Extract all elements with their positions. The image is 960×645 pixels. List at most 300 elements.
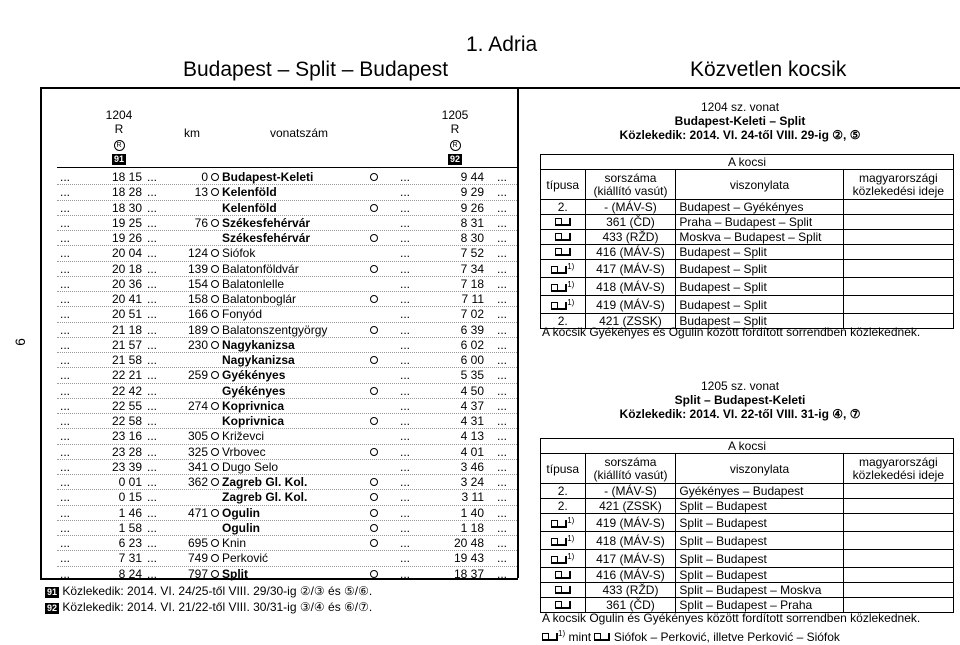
left-dots: ... bbox=[60, 246, 71, 260]
stop-marker-icon bbox=[211, 448, 219, 456]
car-type: 1) bbox=[541, 260, 586, 278]
dots: ... bbox=[497, 368, 508, 382]
dots: ... bbox=[400, 551, 411, 565]
left-dots: ... bbox=[60, 216, 71, 230]
row-separator bbox=[57, 459, 517, 460]
dots: ... bbox=[147, 323, 158, 337]
station-name: Zagreb Gl. Kol. bbox=[222, 490, 308, 504]
dots: ... bbox=[497, 536, 508, 550]
dep-time-1204: 22 55 bbox=[111, 399, 142, 413]
car-row bbox=[541, 499, 954, 514]
left-dots: ... bbox=[60, 231, 71, 245]
dep-time-1204: 19 26 bbox=[111, 231, 142, 245]
dep-time-1205: 4 31 bbox=[460, 414, 484, 428]
dots: ... bbox=[497, 460, 508, 474]
dots: ... bbox=[147, 445, 158, 459]
dots: ... bbox=[400, 490, 411, 504]
couchette-icon bbox=[551, 520, 567, 528]
dots: ... bbox=[497, 323, 508, 337]
row-separator bbox=[57, 322, 517, 323]
row-separator bbox=[57, 367, 517, 368]
car-route: Budapest – Gyékényes bbox=[676, 200, 843, 215]
dots: ... bbox=[400, 506, 411, 520]
stop-marker-icon bbox=[211, 249, 219, 257]
car-hungarian-time bbox=[843, 484, 953, 499]
car-type bbox=[541, 230, 586, 245]
dep-time-1205: 9 26 bbox=[460, 201, 484, 215]
stop-marker-icon bbox=[211, 310, 219, 318]
station-name: Balatonboglár bbox=[222, 292, 297, 306]
row-separator bbox=[57, 428, 517, 429]
dep-time-1205: 9 29 bbox=[460, 185, 484, 199]
dep-time-1205: 4 01 bbox=[460, 445, 484, 459]
station-name: Budapest-Keleti bbox=[222, 170, 314, 184]
dots: ... bbox=[147, 475, 158, 489]
left-dots: ... bbox=[60, 323, 71, 337]
car-hungarian-time bbox=[843, 278, 953, 296]
dots: ... bbox=[497, 307, 508, 321]
footnote-badge-92: 92 bbox=[449, 154, 460, 164]
car-type: 1) bbox=[541, 532, 586, 550]
car-route: Split – Budapest bbox=[676, 568, 843, 583]
car-route: Budapest – Split bbox=[676, 260, 843, 278]
car-type bbox=[541, 245, 586, 260]
dots: ... bbox=[147, 567, 158, 581]
cars-table-1204: A kocsi típusa sorszáma (kiállító vasút) viszonylata magyarországi közlekedési ideje 2. - (MÁV-S) Budapest – Gyékényes 361 (ČD) Praha – Budapest – Split 433 (RŽD) Moskva – Budapest – Split 416 (MÁV-S) Budapest – Split $^{1)}$ 417 (MÁV-S) Budapest – Split $^{1)}$ 418 (MÁV-S) Budapest – Split $^{1)}$ 419 (MÁV-S) Budapest – Split 2. 421 (ZSSK) Budapest – Split bbox=[540, 154, 954, 329]
km-value: 166 bbox=[187, 307, 208, 321]
timetable-left-border bbox=[40, 88, 42, 578]
station-name: Dugo Selo bbox=[222, 460, 279, 474]
dep-time-1205: 9 44 bbox=[460, 170, 484, 184]
dep-time-1205: 4 37 bbox=[460, 399, 484, 413]
left-dots: ... bbox=[60, 384, 71, 398]
dots: ... bbox=[147, 460, 158, 474]
car-row bbox=[541, 230, 954, 245]
dots: ... bbox=[147, 490, 158, 504]
car-hungarian-time bbox=[843, 215, 953, 230]
dots: ... bbox=[147, 170, 158, 184]
car-number: 419 (MÁV-S) bbox=[585, 514, 676, 532]
reservation-icon: R bbox=[450, 140, 461, 151]
stop-marker-icon bbox=[370, 539, 378, 547]
car-route: Split – Budapest bbox=[676, 499, 843, 514]
stop-marker-icon bbox=[370, 524, 378, 532]
car-number: 418 (MÁV-S) bbox=[585, 532, 676, 550]
row-separator bbox=[57, 398, 517, 399]
dots: ... bbox=[497, 521, 508, 535]
dots: ... bbox=[497, 231, 508, 245]
dots: ... bbox=[497, 262, 508, 276]
row-separator bbox=[57, 245, 517, 246]
dots: ... bbox=[400, 185, 411, 199]
dots: ... bbox=[400, 445, 411, 459]
station-name: Gyékényes bbox=[222, 384, 286, 398]
couchette-icon bbox=[551, 284, 567, 292]
train-number-header: vonatszám bbox=[270, 126, 329, 140]
route-title: Budapest – Split – Budapest bbox=[183, 58, 449, 81]
stop-marker-icon bbox=[211, 295, 219, 303]
dep-time-1205: 3 11 bbox=[461, 490, 484, 504]
stop-marker-icon bbox=[211, 570, 219, 578]
car-number: 421 (ZSSK) bbox=[585, 314, 676, 329]
car-hungarian-time bbox=[843, 200, 953, 215]
sleeper-icon bbox=[594, 633, 610, 641]
km-value: 259 bbox=[187, 368, 208, 382]
car-type: 2. bbox=[541, 200, 586, 215]
left-dots: ... bbox=[60, 353, 71, 367]
dots: ... bbox=[497, 567, 508, 581]
row-separator bbox=[57, 383, 517, 384]
left-dots: ... bbox=[60, 567, 71, 581]
stop-marker-icon bbox=[370, 173, 378, 181]
stop-marker-icon bbox=[211, 326, 219, 334]
km-value: 274 bbox=[187, 399, 208, 413]
dots: ... bbox=[147, 185, 158, 199]
left-dots: ... bbox=[60, 536, 71, 550]
km-value: 471 bbox=[187, 506, 208, 520]
dep-time-1204: 0 01 bbox=[118, 475, 142, 489]
car-number: - (MÁV-S) bbox=[585, 484, 676, 499]
dep-time-1205: 7 52 bbox=[460, 246, 484, 260]
dep-time-1205: 3 24 bbox=[460, 475, 484, 489]
station-name: Kelenföld bbox=[222, 201, 277, 215]
car-row bbox=[541, 215, 954, 230]
car-row bbox=[541, 245, 954, 260]
dots: ... bbox=[497, 475, 508, 489]
dots: ... bbox=[497, 551, 508, 565]
left-dots: ... bbox=[60, 460, 71, 474]
car-row bbox=[541, 583, 954, 598]
km-value: 189 bbox=[187, 323, 208, 337]
dep-time-1205: 4 50 bbox=[460, 384, 484, 398]
left-dots: ... bbox=[60, 551, 71, 565]
station-name: Siófok bbox=[222, 246, 256, 260]
dots: ... bbox=[497, 338, 508, 352]
left-dots: ... bbox=[60, 292, 71, 306]
stop-marker-icon bbox=[370, 326, 378, 334]
dep-time-1205: 6 00 bbox=[460, 353, 484, 367]
row-separator bbox=[57, 550, 517, 551]
left-dots: ... bbox=[60, 521, 71, 535]
car-row bbox=[541, 550, 954, 568]
train-1205-header: 1205 R R 92 bbox=[441, 108, 469, 164]
dots: ... bbox=[147, 368, 158, 382]
dep-time-1205: 8 30 bbox=[460, 231, 484, 245]
car-type: 1) bbox=[541, 296, 586, 314]
dep-time-1205: 7 18 bbox=[460, 277, 484, 291]
car-hungarian-time bbox=[843, 583, 953, 598]
timetable-head-rule bbox=[57, 167, 517, 168]
stop-marker-icon bbox=[370, 493, 378, 501]
car-route: Split – Budapest – Praha bbox=[676, 598, 843, 613]
dep-time-1204: 20 41 bbox=[111, 292, 142, 306]
sleeper-icon bbox=[555, 571, 571, 579]
station-name: Perković bbox=[222, 551, 269, 565]
km-value: 76 bbox=[194, 216, 208, 230]
footnote-91: 91 Közlekedik: 2014. VI. 24/25-től VIII. 29/30-ig ②/③ és ⑤/⑥. bbox=[47, 584, 373, 598]
dep-time-1204: 19 25 bbox=[111, 216, 142, 230]
stop-marker-icon bbox=[211, 173, 219, 181]
dots: ... bbox=[147, 353, 158, 367]
car-row bbox=[541, 296, 954, 314]
stop-marker-icon bbox=[211, 219, 219, 227]
car-row bbox=[541, 514, 954, 532]
car-hungarian-time bbox=[843, 568, 953, 583]
station-name: Zagreb Gl. Kol. bbox=[222, 475, 308, 489]
dep-time-1205: 5 35 bbox=[460, 368, 484, 382]
cars-header: A kocsi bbox=[541, 155, 954, 170]
sleeper-icon bbox=[555, 218, 571, 226]
row-separator bbox=[57, 200, 517, 201]
dep-time-1204: 22 58 bbox=[111, 414, 142, 428]
cars-table-1205: A kocsi típusa sorszáma (kiállító vasút) viszonylata magyarországi közlekedési ideje 2. - (MÁV-S) Gyékényes – Budapest 2. 421 (ZSSK) Split – Budapest $^{1)}$ 419 (MÁV-S) Split – Budapest $^{1)}$ 418 (MÁV-S) Split – Budapest $^{1)}$ 417 (MÁV-S) Split – Budapest 416 (MÁV-S) Split – Budapest 433 (RŽD) Split – Budapest – Moskva 361 (ČD) Split – Budapest – Praha bbox=[540, 438, 954, 613]
car-type bbox=[541, 215, 586, 230]
station-name: Fonyód bbox=[222, 307, 263, 321]
dep-time-1204: 18 28 bbox=[111, 185, 142, 199]
dots: ... bbox=[400, 246, 411, 260]
dots: ... bbox=[147, 399, 158, 413]
km-value: 797 bbox=[187, 567, 208, 581]
stop-marker-icon bbox=[370, 295, 378, 303]
car-route: Budapest – Split bbox=[676, 278, 843, 296]
dots: ... bbox=[400, 414, 411, 428]
car-type: 1) bbox=[541, 278, 586, 296]
dots: ... bbox=[497, 216, 508, 230]
dots: ... bbox=[400, 429, 411, 443]
left-dots: ... bbox=[60, 277, 71, 291]
dep-time-1204: 7 31 bbox=[118, 551, 142, 565]
car-type: 2. bbox=[541, 314, 586, 329]
station-name: Gyékényes bbox=[222, 368, 286, 382]
dep-time-1204: 21 58 bbox=[111, 353, 142, 367]
dep-time-1204: 6 23 bbox=[118, 536, 142, 550]
car-type: 1) bbox=[541, 550, 586, 568]
dots: ... bbox=[400, 262, 411, 276]
dep-time-1204: 0 15 bbox=[118, 490, 142, 504]
car-type: 2. bbox=[541, 484, 586, 499]
stop-marker-icon bbox=[211, 280, 219, 288]
left-dots: ... bbox=[60, 307, 71, 321]
dots: ... bbox=[147, 414, 158, 428]
stop-marker-icon bbox=[370, 204, 378, 212]
station-name: Vrbovec bbox=[222, 445, 266, 459]
dep-time-1204: 22 42 bbox=[111, 384, 142, 398]
dep-time-1204: 18 30 bbox=[111, 201, 142, 215]
dots: ... bbox=[400, 170, 411, 184]
dep-time-1204: 18 15 bbox=[111, 170, 142, 184]
km-value: 695 bbox=[187, 536, 208, 550]
sleeper-icon bbox=[555, 586, 571, 594]
car-row bbox=[541, 260, 954, 278]
station-name: Koprivnica bbox=[222, 399, 285, 413]
car-row bbox=[541, 532, 954, 550]
dots: ... bbox=[497, 185, 508, 199]
car-number: 361 (ČD) bbox=[585, 215, 676, 230]
car-route: Split – Budapest bbox=[676, 532, 843, 550]
car-route: Split – Budapest bbox=[676, 550, 843, 568]
km-value: 325 bbox=[187, 445, 208, 459]
car-route: Praha – Budapest – Split bbox=[676, 215, 843, 230]
left-dots: ... bbox=[60, 368, 71, 382]
row-separator bbox=[57, 306, 517, 307]
stop-marker-icon bbox=[211, 402, 219, 410]
stop-marker-icon bbox=[370, 234, 378, 242]
car-type bbox=[541, 583, 586, 598]
dots: ... bbox=[400, 323, 411, 337]
dots: ... bbox=[147, 536, 158, 550]
dots: ... bbox=[497, 277, 508, 291]
car-number: - (MÁV-S) bbox=[585, 200, 676, 215]
dots: ... bbox=[147, 231, 158, 245]
station-name: Székesfehérvár bbox=[222, 216, 311, 230]
row-separator bbox=[57, 230, 517, 231]
car-route: Moskva – Budapest – Split bbox=[676, 230, 843, 245]
row-separator bbox=[57, 276, 517, 277]
station-name: Balatonszentgyörgy bbox=[222, 323, 328, 337]
stop-marker-icon bbox=[211, 371, 219, 379]
dots: ... bbox=[147, 551, 158, 565]
stop-marker-icon bbox=[370, 509, 378, 517]
row-separator bbox=[57, 474, 517, 475]
left-dots: ... bbox=[60, 201, 71, 215]
dots: ... bbox=[400, 277, 411, 291]
dots: ... bbox=[497, 384, 508, 398]
dep-time-1204: 20 51 bbox=[111, 307, 142, 321]
dots: ... bbox=[147, 384, 158, 398]
footnote-92: 92 Közlekedik: 2014. VI. 21/22-től VIII. 30/31-ig ③/④ és ⑥/⑦. bbox=[47, 600, 373, 614]
dep-time-1204: 20 18 bbox=[111, 262, 142, 276]
car-row bbox=[541, 278, 954, 296]
dots: ... bbox=[400, 384, 411, 398]
km-value: 158 bbox=[187, 292, 208, 306]
dots: ... bbox=[497, 201, 508, 215]
dots: ... bbox=[400, 201, 411, 215]
car-number: 361 (ČD) bbox=[585, 598, 676, 613]
legend-line: $^{1)}$ mint Siófok – Perković, illetve Perković – Siófok bbox=[542, 629, 840, 644]
dots: ... bbox=[400, 460, 411, 474]
dots: ... bbox=[400, 536, 411, 550]
row-separator bbox=[57, 520, 517, 521]
dots: ... bbox=[147, 277, 158, 291]
dots: ... bbox=[147, 201, 158, 215]
dep-time-1205: 1 18 bbox=[460, 521, 484, 535]
couchette-icon bbox=[542, 633, 558, 641]
car-number: 433 (RŽD) bbox=[585, 230, 676, 245]
dep-time-1205: 18 37 bbox=[453, 567, 484, 581]
dots: ... bbox=[400, 338, 411, 352]
dots: ... bbox=[147, 521, 158, 535]
sleeper-icon bbox=[555, 233, 571, 241]
dots: ... bbox=[497, 170, 508, 184]
station-name: Kelenföld bbox=[222, 185, 277, 199]
car-hungarian-time bbox=[843, 260, 953, 278]
page-number: 6 bbox=[11, 338, 28, 346]
left-dots: ... bbox=[60, 429, 71, 443]
km-value: 124 bbox=[187, 246, 208, 260]
dots: ... bbox=[497, 246, 508, 260]
km-value: 305 bbox=[187, 429, 208, 443]
stop-marker-icon bbox=[211, 539, 219, 547]
stop-marker-icon bbox=[211, 478, 219, 486]
direct-cars-title: Közvetlen kocsik bbox=[690, 58, 847, 81]
dots: ... bbox=[400, 521, 411, 535]
dep-time-1205: 7 11 bbox=[461, 292, 484, 306]
station-name: Ogulin bbox=[222, 521, 260, 535]
car-number: 417 (MÁV-S) bbox=[585, 260, 676, 278]
stop-marker-icon bbox=[211, 432, 219, 440]
km-header: km bbox=[184, 126, 200, 140]
panel-1204-note: A kocsik Gyékényes és Ogulin között fordított sorrendben közlekednek. bbox=[542, 325, 921, 339]
dep-time-1205: 4 13 bbox=[460, 429, 484, 443]
car-route: Split – Budapest – Moskva bbox=[676, 583, 843, 598]
dots: ... bbox=[147, 338, 158, 352]
dep-time-1204: 1 46 bbox=[118, 506, 142, 520]
row-separator bbox=[57, 505, 517, 506]
couchette-icon bbox=[551, 538, 567, 546]
stop-marker-icon bbox=[370, 570, 378, 578]
km-value: 13 bbox=[194, 185, 208, 199]
dots: ... bbox=[497, 353, 508, 367]
row-separator bbox=[57, 352, 517, 353]
left-dots: ... bbox=[60, 338, 71, 352]
row-separator bbox=[57, 535, 517, 536]
left-dots: ... bbox=[60, 399, 71, 413]
row-separator bbox=[57, 489, 517, 490]
dots: ... bbox=[400, 231, 411, 245]
station-name: Ogulin bbox=[222, 506, 260, 520]
dep-time-1205: 1 40 bbox=[460, 506, 484, 520]
dep-time-1204: 22 21 bbox=[111, 368, 142, 382]
row-separator bbox=[57, 261, 517, 262]
station-name: Balatonlelle bbox=[222, 277, 285, 291]
stop-marker-icon bbox=[211, 554, 219, 562]
car-number: 416 (MÁV-S) bbox=[585, 245, 676, 260]
car-route: Budapest – Split bbox=[676, 314, 843, 329]
stop-marker-icon bbox=[211, 463, 219, 471]
station-name: Split bbox=[222, 567, 248, 581]
dots: ... bbox=[147, 429, 158, 443]
car-route: Budapest – Split bbox=[676, 296, 843, 314]
dots: ... bbox=[147, 246, 158, 260]
dots: ... bbox=[147, 262, 158, 276]
dep-time-1204: 8 24 bbox=[118, 567, 142, 581]
km-value: 341 bbox=[187, 460, 208, 474]
dots: ... bbox=[497, 429, 508, 443]
car-hungarian-time bbox=[843, 296, 953, 314]
station-name: Nagykanizsa bbox=[222, 338, 295, 352]
dep-time-1205: 3 46 bbox=[460, 460, 484, 474]
panel-1205-note: A kocsik Ogulin és Gyékényes között fordított sorrendben közlekednek. bbox=[542, 611, 921, 625]
car-number: 418 (MÁV-S) bbox=[585, 278, 676, 296]
dots: ... bbox=[147, 506, 158, 520]
car-number: 419 (MÁV-S) bbox=[585, 296, 676, 314]
km-value: 0 bbox=[201, 170, 208, 184]
dep-time-1205: 20 48 bbox=[453, 536, 484, 550]
dots: ... bbox=[400, 353, 411, 367]
dep-time-1205: 6 39 bbox=[460, 323, 484, 337]
sleeper-icon bbox=[555, 248, 571, 256]
car-number: 416 (MÁV-S) bbox=[585, 568, 676, 583]
stop-marker-icon bbox=[370, 448, 378, 456]
dots: ... bbox=[497, 490, 508, 504]
dep-time-1204: 23 28 bbox=[111, 445, 142, 459]
km-value: 230 bbox=[187, 338, 208, 352]
left-dots: ... bbox=[60, 414, 71, 428]
car-row bbox=[541, 200, 954, 215]
km-value: 139 bbox=[187, 262, 208, 276]
dep-time-1204: 21 18 bbox=[111, 323, 142, 337]
dots: ... bbox=[400, 307, 411, 321]
